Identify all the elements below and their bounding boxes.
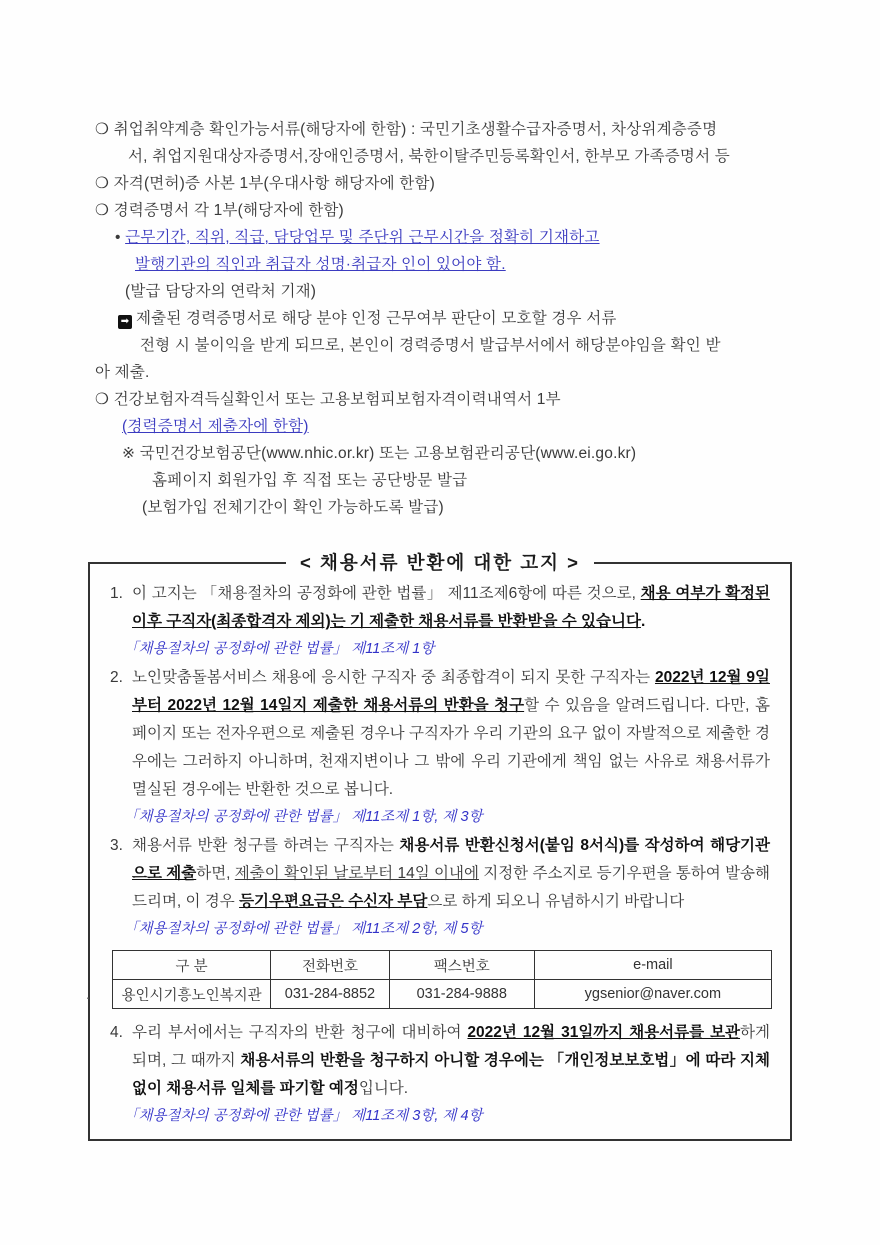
text-segment: ※ 국민건강보험공단(www.nhic.or.kr) 또는 고용보험관리공단(www.ei.go.kr) (122, 445, 637, 462)
notice-item-4 (110, 1019, 770, 1103)
text-segment: 홈페이지 회원가입 후 직접 또는 공단방문 발급 (152, 472, 468, 489)
table-cell: 031-284-9888 (389, 980, 534, 1009)
text-segment: (보험가입 전체기간이 확인 가능하도록 발급) (142, 499, 444, 516)
law-citation-4: 「채용절차의 공정화에 관한 법률」 제11조제 3항, 제 4항 (124, 1108, 483, 1124)
text-segment: • (115, 229, 126, 246)
notice-box (86, 552, 792, 1141)
text-segment: 지정한 주소지로 등기우편을 통하여 발송해 드리며, 이 경우 (132, 865, 771, 910)
text-segment: 하게 되며, 그 때까지 (132, 1024, 770, 1069)
item-number: 3. (110, 837, 123, 854)
item-number: 1. (110, 585, 123, 602)
text-segment: (발급 담당자의 연락처 기재) (125, 283, 317, 300)
notice-item-2 (110, 664, 770, 804)
text-segment: 제출된 경력증명서로 해당 분야 인정 근무여부 판단이 모호할 경우 서류 (136, 310, 617, 327)
checklist-line (95, 305, 795, 332)
law-citation-2: 「채용절차의 공정화에 관한 법률」 제11조제 1항, 제 3항 (124, 809, 483, 825)
checklist-line (95, 467, 795, 494)
item-text (132, 585, 770, 630)
table-header-cell: e-mail (534, 951, 771, 980)
text-segment: 으로 제출 (132, 865, 197, 882)
checklist-line (95, 359, 795, 386)
text-segment: 입니다. (358, 1080, 409, 1097)
text-segment: 이 고지는 「채용절차의 공정화에 관한 법률」 제11조제6항에 따른 것으로, (132, 585, 641, 602)
text-segment: 할 수 있음을 알려드립니다. 다만, 홈페이지 또는 전자우편으로 제출된 경우나 구직자가 우리 기관의 요구 없이 자발적으로 제출한 경우에는 그러하지 아니하며, 천재지변이나 그 밖에 우리 기관에게 책임 없는 사유로 채용서류가 멸실된 경우에는 반환한 것으로 봅니다. (132, 697, 770, 798)
table-cell: 용인시기흥노인복지관 (113, 980, 271, 1009)
text-segment: 으로 하게 되오니 유념하시기 바랍니다 (427, 893, 685, 910)
text-segment: (경력증명서 제출자에 한함) (122, 418, 309, 435)
text-segment: 채용서류의 반환을 청구하지 아니할 경우에는 「개인정보보호법」에 따라 지체 없이 채용서류 일체를 파기할 예정 (132, 1052, 770, 1097)
stray-mark: . (86, 986, 90, 1002)
checklist-line (95, 440, 795, 467)
text-segment: 채용서류 반환 청구를 하려는 구직자는 (132, 837, 400, 854)
law-citation-1: 「채용절차의 공정화에 관한 법률」 제11조제 1항 (124, 641, 435, 657)
text-segment: 발행기관의 직인과 취급자 성명·취급자 인이 있어야 함. (135, 256, 506, 273)
table-cell: 031-284-8852 (271, 980, 390, 1009)
checklist-line (95, 170, 795, 197)
table-header-cell: 팩스번호 (389, 951, 534, 980)
item-text (132, 669, 770, 798)
contact-table-wrap (86, 950, 770, 1009)
text-segment: 채용 여부가 확정된 이후 구직자(최종합격자 제외)는 기 제출한 채용서류를 반환받을 수 있습니다 (132, 585, 770, 630)
contact-table (112, 950, 772, 1009)
text-segment: ❍ 경력증명서 각 1부(해당자에 한함) (95, 202, 344, 219)
checklist-line (95, 143, 795, 170)
item-text (132, 1024, 770, 1097)
item-number: 2. (110, 669, 123, 686)
checklist-line (95, 494, 795, 521)
text-segment: . (640, 613, 646, 630)
checklist-line (95, 332, 795, 359)
checklist-line (95, 413, 795, 440)
table-row (113, 980, 772, 1009)
document-checklist (95, 116, 795, 521)
notice-section (86, 552, 792, 1141)
text-segment: ❍ 자격(면허)증 사본 1부(우대사항 해당자에 한함) (95, 175, 436, 192)
item-number: 4. (110, 1024, 123, 1041)
text-segment: 2022년 12월 9일부터 2022년 12월 14일지 제출한 채용서류의 반환을 청구 (132, 669, 770, 714)
notice-title (90, 549, 790, 575)
notice-title-text: < 채용서류 반환에 대한 고지 > (286, 552, 594, 573)
arrow-box-icon: ➡ (118, 315, 132, 329)
text-segment: 2022년 12월 31일까지 채용서류를 보관 (467, 1024, 741, 1041)
notice-item-3 (110, 832, 770, 916)
text-segment: 서, 취업지원대상자증명서,장애인증명서, 북한이탈주민등록확인서, 한부모 가족증명서 등 (128, 148, 730, 165)
checklist-line (95, 116, 795, 143)
text-segment: 우리 부서에서는 구직자의 반환 청구에 대비하여 (132, 1024, 468, 1041)
checklist-line (95, 197, 795, 224)
text-segment: 전형 시 불이익을 받게 되므로, 본인이 경력증명서 발급부서에서 해당분야임을 확인 받 (140, 337, 721, 354)
law-citation-3: 「채용절차의 공정화에 관한 법률」 제11조제 2항, 제 5항 (124, 921, 483, 937)
text-segment: 등기우편요금은 수신자 부담 (239, 893, 428, 910)
notice-item-1 (110, 580, 770, 636)
table-header-cell: 전화번호 (271, 951, 390, 980)
checklist-line (95, 278, 795, 305)
checklist-line (95, 386, 795, 413)
text-segment: ❍ 취업취약계층 확인가능서류(해당자에 한함) : 국민기초생활수급자증명서, 차상위계층증명 (95, 121, 718, 138)
text-segment: 노인맞춤돌봄서비스 채용에 응시한 구직자 중 최종합격이 되지 못한 구직자는 (132, 669, 655, 686)
text-segment: 아 제출. (95, 364, 150, 381)
text-segment: ❍ 건강보험자격득실확인서 또는 고용보험피보험자격이력내역서 1부 (95, 391, 561, 408)
checklist-line (95, 224, 795, 251)
table-header-row (113, 951, 772, 980)
text-segment: 채용서류 반환신청서(붙임 8서식)를 작성하여 해당기관 (399, 837, 770, 854)
table-header-cell: 구 분 (113, 951, 271, 980)
text-segment: 근무기간, 직위, 직급, 담당업무 및 주단위 근무시간을 정확히 기재하고 (125, 229, 600, 246)
item-text (132, 837, 770, 910)
table-cell: ygsenior@naver.com (534, 980, 771, 1009)
text-segment: 제출이 확인된 날로부터 14일 이내에 (234, 865, 479, 882)
text-segment: 하면, (196, 865, 235, 882)
checklist-line (95, 251, 795, 278)
